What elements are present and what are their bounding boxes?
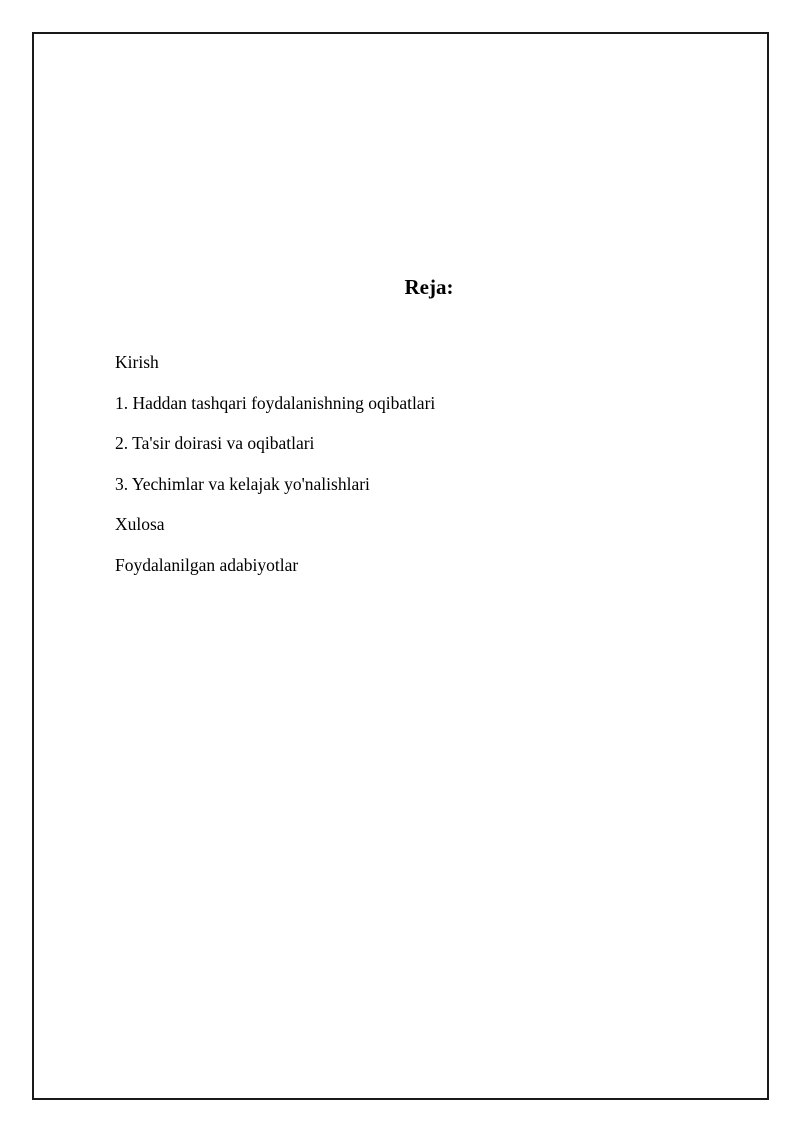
plan-item-introduction: Kirish [115, 352, 159, 372]
plan-item-section-3: 3. Yechimlar va kelajak yo'nalishlari [115, 473, 370, 494]
page-title: Reja: [404, 275, 454, 299]
plan-item-conclusion: Xulosa [115, 514, 165, 535]
plan-item-references: Foydalanilgan adabiyotlar [115, 554, 299, 575]
plan-list [115, 348, 435, 592]
plan-item-section-1: 1. Haddan tashqari foydalanishning oqibatlari [115, 392, 436, 413]
plan-item-section-2: 2. Ta'sir doirasi va oqibatlari [115, 433, 315, 454]
